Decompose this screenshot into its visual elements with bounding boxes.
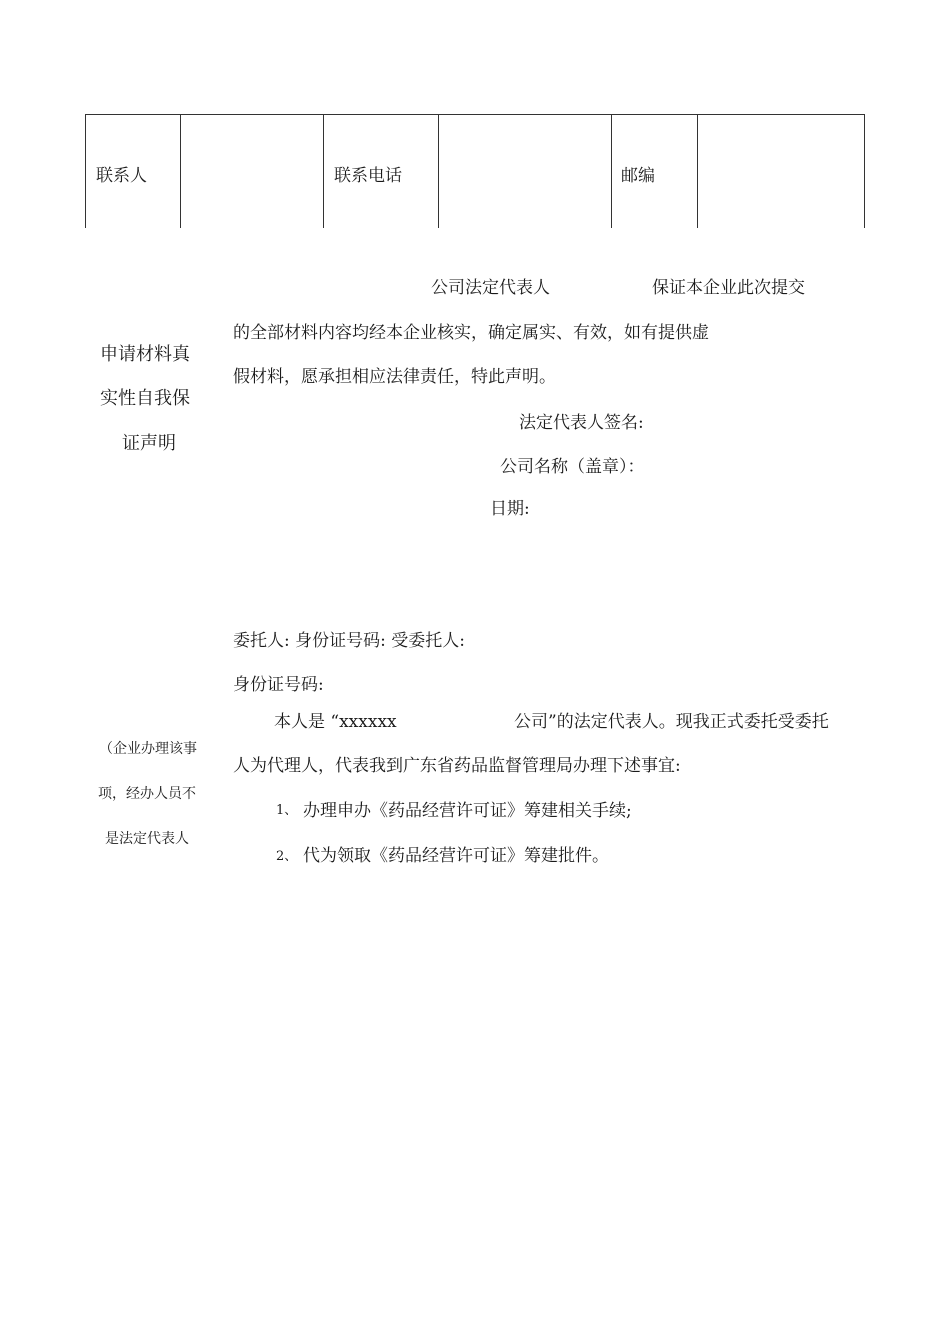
authorization-para-mid: 公司”的法定代表人。现我正式委托受委托 [514, 712, 829, 732]
signature-label: 法定代表人签名: [519, 413, 644, 433]
table-border [85, 114, 86, 228]
authorization-para-line2: 人为代理人，代表我到广东省药品监督管理局办理下述事宜: [233, 756, 681, 776]
postcode-field[interactable] [698, 115, 863, 227]
phone-field[interactable] [439, 115, 610, 227]
declaration-label-line3: 证声明 [122, 433, 176, 454]
phone-label: 联系电话 [334, 166, 402, 186]
principal-line: 委托人: 身份证号码: 受委托人: [233, 631, 465, 651]
table-border [611, 114, 612, 228]
declaration-label-line1: 申请材料真 [100, 344, 190, 365]
declaration-line1a: 公司法定代表人 [431, 278, 550, 298]
postcode-label: 邮编 [621, 166, 655, 186]
authorization-note-line1: （企业办理该事 [99, 741, 197, 757]
declaration-line1b: 保证本企业此次提交 [652, 278, 805, 298]
authorization-para-start: 本人是 “xxxxxx [274, 712, 397, 732]
authorization-note-line2: 项，经办人员不 [98, 786, 196, 802]
item2-text: 代为领取《药品经营许可证》筹建批件。 [303, 846, 609, 866]
item1-number: 1、 [276, 803, 298, 818]
contact-person-label: 联系人 [96, 166, 147, 186]
authorization-note-line3: 是法定代表人 [105, 831, 189, 847]
table-border [864, 114, 865, 228]
table-border [323, 114, 324, 228]
item2-number: 2、 [276, 849, 298, 864]
item1-text: 办理申办《药品经营许可证》筹建相关手续; [303, 801, 632, 821]
declaration-line3: 假材料，愿承担相应法律责任，特此声明。 [233, 367, 556, 387]
declaration-label-line2: 实性自我保 [100, 388, 190, 409]
company-seal-label: 公司名称（盖章）： [500, 457, 645, 477]
declaration-line2: 的全部材料内容均经本企业核实，确定属实、有效，如有提供虚 [233, 323, 709, 343]
id-number-line: 身份证号码: [233, 675, 324, 695]
date-label: 日期: [490, 499, 530, 519]
contact-person-field[interactable] [181, 115, 322, 227]
